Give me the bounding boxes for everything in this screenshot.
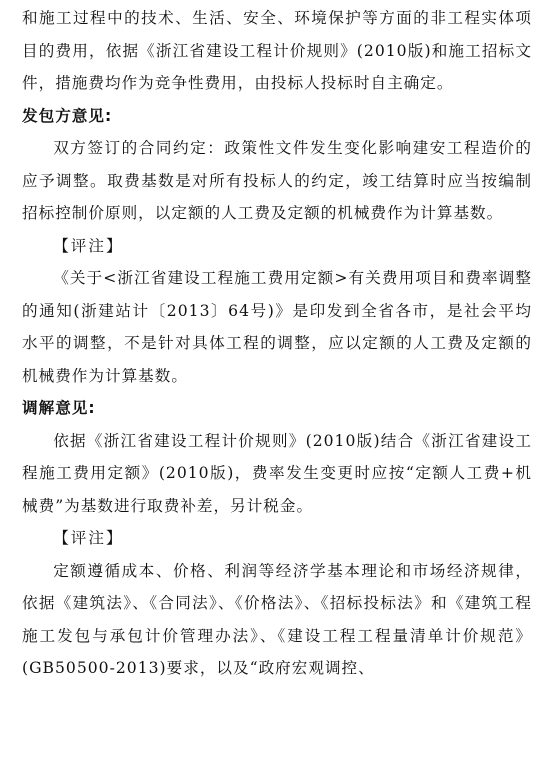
paragraph-contractor-opinion: 双方签订的合同约定：政策性文件发生变化影响建安工程造价的应予调整。取费基数是对所有投标人的约定，竣工结算时应当按编制招标控制价原则，以定额的人工费及定额的机械费作为计算基数。 xyxy=(22,139,532,222)
heading-contractor-opinion: 发包方意见: xyxy=(22,106,113,125)
comment-label: 【评注】 xyxy=(53,529,124,547)
paragraph-comment: 定额遵循成本、价格、利润等经济学基本理论和市场经济规律，依据《建筑法》、《合同法》、《价格法》、《招标投标法》和《建筑工程施工发包与承包计价管理办法》、《建设工程工程量清单计价规范》(GB50500-2013)要求，以及“政府宏观调控、 xyxy=(22,561,532,677)
paragraph-measures-fee: 和施工过程中的技术、生活、安全、环境保护等方面的非工程实体项目的费用，依据《浙江省建设工程计价规则》(2010版)和施工招标文件，措施费均作为竞争性费用，由投标人投标时自主确定。 xyxy=(22,9,532,92)
paragraph-comment: 《关于<浙江省建设工程施工费用定额>有关费用项目和费率调整的通知(浙建站计〔2013〕64号)》是印发到全省各市，是社会平均水平的调整，不是针对具体工程的调整，应以定额的人工费及定额的机械费作为计算基数。 xyxy=(22,269,532,385)
heading-mediation-opinion: 调解意见: xyxy=(22,399,96,417)
comment-label: 【评注】 xyxy=(53,236,124,255)
paragraph-mediation-opinion: 依据《浙江省建设工程计价规则》(2010版)结合《浙江省建设工程施工费用定额》(2010版)，费率发生变更时应按“定额人工费+机械费”为基数进行取费补差，另计税金。 xyxy=(22,431,532,515)
